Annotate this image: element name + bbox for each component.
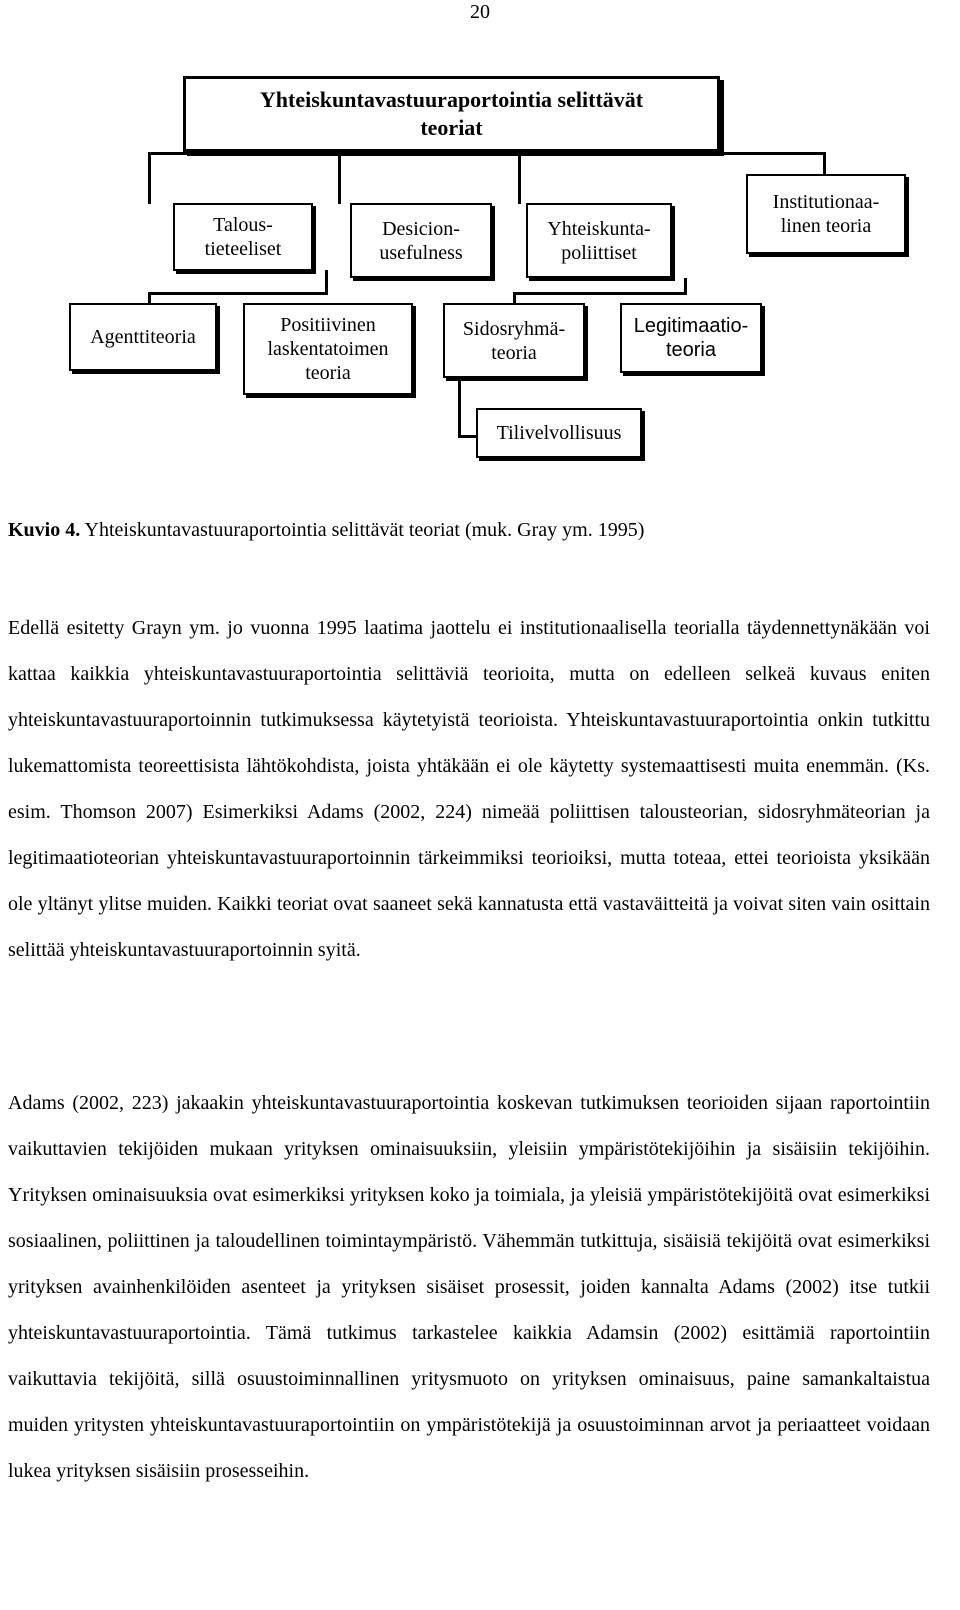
diagram-box-yhteiskunta: Yhteiskunta- poliittiset <box>526 203 672 278</box>
theory-hierarchy-diagram <box>0 60 960 480</box>
connector-line <box>148 152 151 204</box>
connector-line <box>684 278 687 295</box>
body-paragraph: Edellä esitetty Grayn ym. jo vuonna 1995 laatima jaottelu ei institutionaalisella teorialla täydennettynäkään voi kattaa kaikkia yhteiskuntavastuuraportointia selittäviä teorioita, mutta on edelleen selkeä kuvaus eniten yhteiskuntavastuuraportoinnin tutkimuksessa käytetyistä teorioista. Yhteiskuntavastuuraportointia onkin tutkittu lukemattomista teoreettisista lähtökohdista, joista yhtäkään ei ole käytetty systemaattisesti muita enemmän. (Ks. esim. Thomson 2007) Esimerkiksi Adams (2002, 224) nimeää poliittisen talousteorian, sidosryhmäteorian ja legitimaatioteorian yhteiskuntavastuuraportoinnin tärkeimmiksi teorioiksi, mutta toteaa, ettei teorioista yksikään ole yltänyt ylitse muiden. Kaikki teoriat ovat saaneet sekä kannatusta että vastaväitteitä ja voivat siten vain osittain selittää yhteiskuntavastuuraportoinnin syitä. <box>8 617 930 961</box>
diagram-box-desicion: Desicion- usefulness <box>350 203 492 278</box>
diagram-box-legitimaatio: Legitimaatio- teoria <box>620 303 762 373</box>
page-number: 20 <box>470 1 490 23</box>
diagram-box-tilivelvollisuus: Tilivelvollisuus <box>476 408 642 458</box>
diagram-box-positiivinen: Positiivinen laskentatoimen teoria <box>243 303 413 395</box>
diagram-box-sidosryhma: Sidosryhmä- teoria <box>443 303 585 378</box>
figure-caption-label: Kuvio 4. <box>8 519 81 541</box>
connector-line <box>513 292 687 295</box>
diagram-root-box: Yhteiskuntavastuuraportointia selittävät teoriat <box>183 76 720 152</box>
connector-line <box>458 378 461 438</box>
connector-line <box>148 292 328 295</box>
connector-line <box>823 152 826 175</box>
connector-line <box>338 152 341 204</box>
diagram-box-talous: Talous- tieteeliset <box>173 203 313 271</box>
diagram-box-agenttiteoria: Agenttiteoria <box>69 303 217 371</box>
connector-line <box>518 152 521 204</box>
figure-caption <box>8 517 644 543</box>
connector-line <box>325 270 328 295</box>
connector-line <box>148 152 826 155</box>
body-paragraph: Adams (2002, 223) jakaakin yhteiskuntavastuuraportointia koskevan tutkimuksen teorioiden sijaan raportointiin vaikuttavien tekijöiden mukaan yrityksen ominaisuuksiin, yleisiin ympäristötekijöihin ja sisäisiin tekijöihin. Yrityksen ominaisuuksia ovat esimerkiksi yrityksen koko ja toimiala, ja yleisiä ympäristötekijöitä ovat esimerkiksi sosiaalinen, poliittinen ja taloudellinen toimintaympäristö. Vähemmän tutkittuja, sisäisiä tekijöitä ovat esimerkiksi yrityksen avainhenkilöiden asenteet ja yrityksen sisäiset prosessit, joiden kannalta Adams (2002) itse tutkii yhteiskuntavastuuraportointia. Tämä tutkimus tarkastelee kaikkia Adamsin (2002) esittämiä raportointiin vaikuttavia tekijöitä, sillä osuustoiminnallinen yritysmuoto on yrityksen ominaisuus, paine samankaltaistua muiden yritysten yhteiskuntavastuuraportointiin on ympäristötekijä ja osuustoiminnan arvot ja periaatteet voidaan lukea yrityksen sisäisiin prosesseihin. <box>8 1092 930 1482</box>
diagram-box-institutional: Institutionaa- linen teoria <box>746 174 906 254</box>
figure-caption-text: Yhteiskuntavastuuraportointia selittävät teoriat (muk. Gray ym. 1995) <box>80 519 645 541</box>
